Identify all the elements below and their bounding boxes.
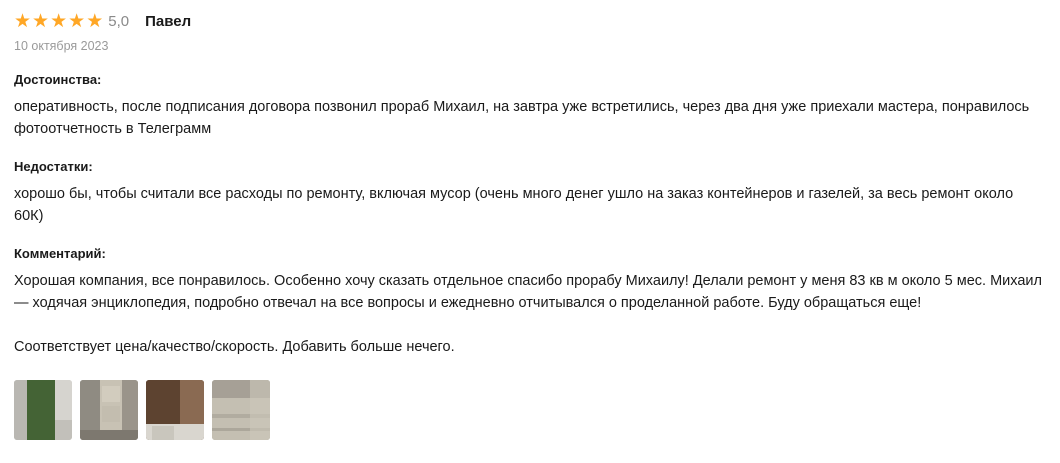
star-icon: ★: [86, 10, 104, 32]
star-icon: ★: [68, 10, 86, 32]
photo-thumbnail-2[interactable]: [80, 380, 138, 440]
section-body-comment: [14, 270, 1046, 358]
review-section-comment: [14, 246, 1046, 358]
star-icon: ★: [14, 10, 32, 32]
photo-thumbnail-4[interactable]: [212, 380, 270, 440]
section-title-pros: Достоинства:: [14, 72, 102, 87]
section-body-pros: [14, 96, 1046, 140]
review-author: Павел: [145, 12, 192, 30]
star-icon: ★: [32, 10, 50, 32]
review-photo-gallery: [14, 380, 1046, 440]
review-section-cons: [14, 159, 1046, 227]
star-icon: ★: [50, 10, 68, 32]
section-title-cons: Недостатки:: [14, 159, 93, 174]
review-date: 10 октября 2023: [14, 39, 109, 53]
rating-stars: [14, 12, 129, 31]
paragraph: Хорошая компания, все понравилось. Особенно хочу сказать отдельное спасибо прорабу Михаилу! Делали ремонт у меня 83 кв м около 5 мес. Михаил — ходячая энциклопедия, подробно отвечал на все вопросы и ежедневно отчитывался о проделанной работе. Буду обращаться еще!: [14, 273, 1042, 311]
section-title-comment: Комментарий:: [14, 246, 106, 261]
rating-value: 5,0: [108, 12, 130, 30]
paragraph: Соответствует цена/качество/скорость. Добавить больше нечего.: [14, 339, 455, 355]
photo-thumbnail-3[interactable]: [146, 380, 204, 440]
review-section-pros: [14, 72, 1046, 140]
paragraph: оперативность, после подписания договора позвонил прораб Михаил, на завтра уже встретились, через два дня уже приехали мастера, понравилось фотоотчетность в Телеграмм: [14, 99, 1030, 137]
photo-thumbnail-1[interactable]: [14, 380, 72, 440]
review-header: [14, 10, 1046, 32]
section-body-cons: [14, 183, 1046, 227]
paragraph: хорошо бы, чтобы считали все расходы по ремонту, включая мусор (очень много денег ушло на заказ контейнеров и газелей, за весь ремонт около 60К): [14, 186, 1014, 224]
